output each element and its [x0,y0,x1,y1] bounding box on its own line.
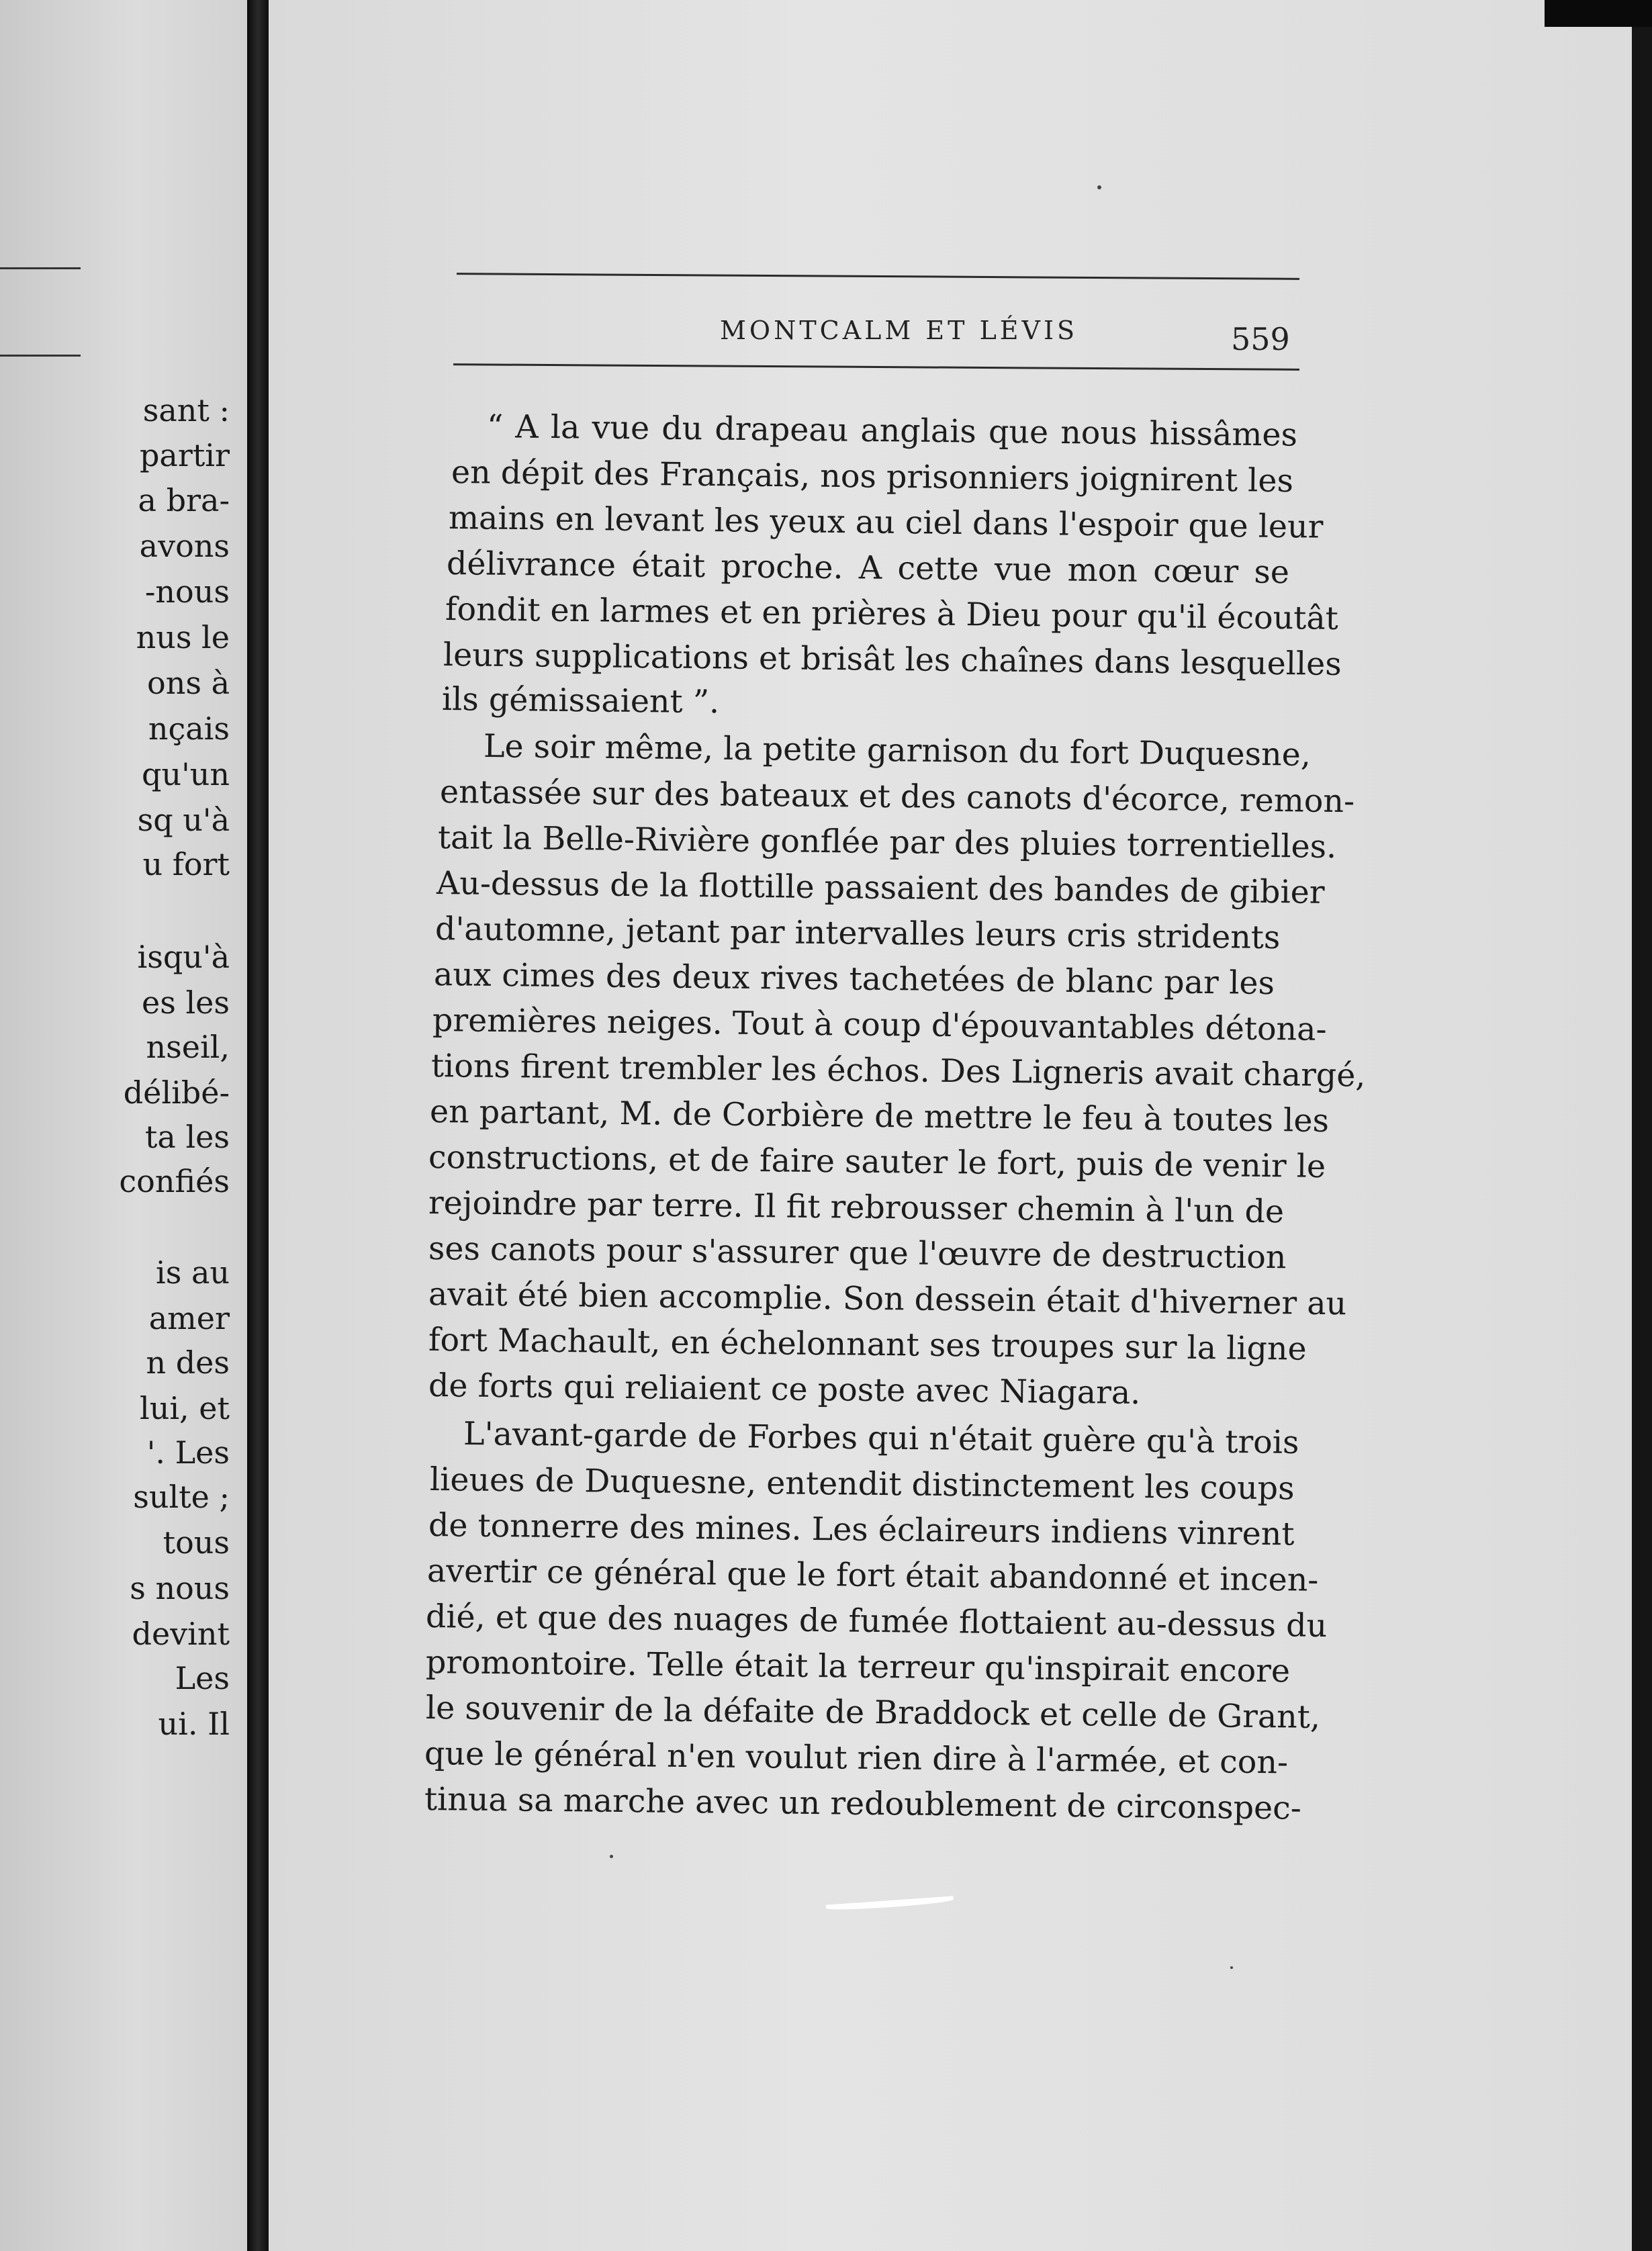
body-text-line: lieues de Duquesne, entendit distinctement les coups [429,1461,1295,1508]
left-page-line: sant : [142,392,230,428]
left-page-line: délibé- [123,1074,230,1111]
body-text-line: délivrance était proche. A cette vue mon cœur se [446,545,1290,592]
body-text-line: tinua sa marche avec un redoublement de circonspec- [424,1781,1302,1827]
page-gutter [247,0,269,2251]
left-page-line: isqu'à [137,939,230,975]
body-text-line: tions firent trembler les échos. Des Ligneris avait chargé, [430,1048,1366,1095]
body-text-line: Au-dessus de la flottille passaient des bandes de gibier [436,865,1325,911]
body-text-line: de forts qui reliaient ce poste avec Niagara. [428,1367,1141,1412]
left-page-line: n des [146,1344,230,1381]
body-text-line: le souvenir de la défaite de Braddock et celle de Grant, [425,1690,1321,1736]
page-number: 559 [1231,321,1290,357]
left-page-line: nseil, [146,1029,230,1065]
body-text-line: en partant, M. de Corbière de mettre le feu à toutes les [429,1093,1330,1140]
left-page-line: partir [139,437,230,473]
left-page-line: u fort [142,846,230,882]
left-page-line: is au [156,1254,230,1291]
body-text-line: fort Machault, en échelonnant ses troupes sur la ligne [428,1322,1307,1368]
body-text-line: dié, et que des nuages de fumée flottaient au-dessus du [425,1598,1328,1645]
left-page-rule [0,355,81,357]
right-page-edge [1632,27,1652,2251]
body-text-line: avertir ce général que le fort était abandonné et incen- [426,1553,1319,1599]
left-page-line: devint [132,1616,230,1652]
body-text-line: ses canots pour s'assurer que l'œuvre de destruction [428,1230,1287,1277]
left-page-line: a bra- [138,482,230,518]
body-text-line: fondit en larmes et en prières à Dieu pour qu'il écoutât [445,591,1339,637]
body-text-line: de tonnerre des mines. Les éclaireurs indiens vinrent [428,1507,1295,1553]
body-text-line: promontoire. Telle était la terreur qu'inspirait encore [425,1644,1291,1690]
body-text-line: avait été bien accomplie. Son dessein était d'hiverner au [428,1276,1347,1323]
paragraph-first-line: L'avant-garde de Forbes qui n'était guère qu'à trois [463,1416,1299,1462]
body-text-line: aux cimes des deux rives tachetées de blanc par les [433,956,1275,1003]
body-text-line: leurs supplications et brisât les chaînes dans lesquelles [443,637,1342,684]
paragraph-first-line: Le soir même, la petite garnison du fort Duquesne, [483,728,1312,774]
left-page-line: Les [175,1660,230,1696]
running-head: MONTCALM ET LÉVIS [720,316,1079,345]
left-page-line: ui. Il [158,1706,230,1742]
left-page-line: es les [142,984,230,1021]
left-page-line: lui, et [139,1390,230,1426]
body-text-line: en dépit des Français, nos prisonniers joignirent les [451,454,1294,500]
left-page-line: ta les [144,1119,230,1155]
scan-border [1545,0,1652,27]
body-text-line: premières neiges. Tout à coup d'épouvantables détona- [432,1002,1327,1048]
left-page-rule [0,267,81,269]
body-text-line: constructions, et de faire sauter le fort, puis de venir le [428,1139,1326,1185]
left-page-line: sulte ; [133,1479,230,1515]
left-page-line: avons [139,528,230,564]
paper-mark [826,1896,954,1911]
left-page-line: s nous [130,1570,230,1606]
body-text-line: que le général n'en voulut rien dire à l'armée, et con- [424,1735,1289,1782]
left-page-line: ons à [147,665,230,701]
body-text-line: rejoindre par terre. Il fit rebrousser chemin à l'un de [428,1185,1285,1231]
left-page-line: -nous [144,573,230,610]
left-page [0,0,247,2251]
left-page-line: sq u'à [137,802,230,838]
left-page-line: '. Les [146,1434,230,1471]
body-text-line: d'automne, jetant par intervalles leurs cris stridents [434,911,1281,957]
paragraph-first-line: “ A la vue du drapeau anglais que nous hissâmes [486,408,1298,454]
body-text-line: ils gémissaient ”. [441,681,720,721]
left-page-line: qu'un [142,756,230,792]
left-page-line: nus le [136,619,230,655]
body-text-line: mains en levant les yeux au ciel dans l'espoir que leur [448,500,1324,546]
left-page-line: confiés [119,1163,230,1199]
left-page-line: amer [148,1300,230,1336]
body-text-line: tait la Belle-Rivière gonflée par des pluies torrentielles. [437,819,1337,866]
left-page-line: tous [163,1524,230,1561]
left-page-line: nçais [148,710,230,747]
body-text-line: entassée sur des bateaux et des canots d'écorce, remon- [439,774,1355,821]
